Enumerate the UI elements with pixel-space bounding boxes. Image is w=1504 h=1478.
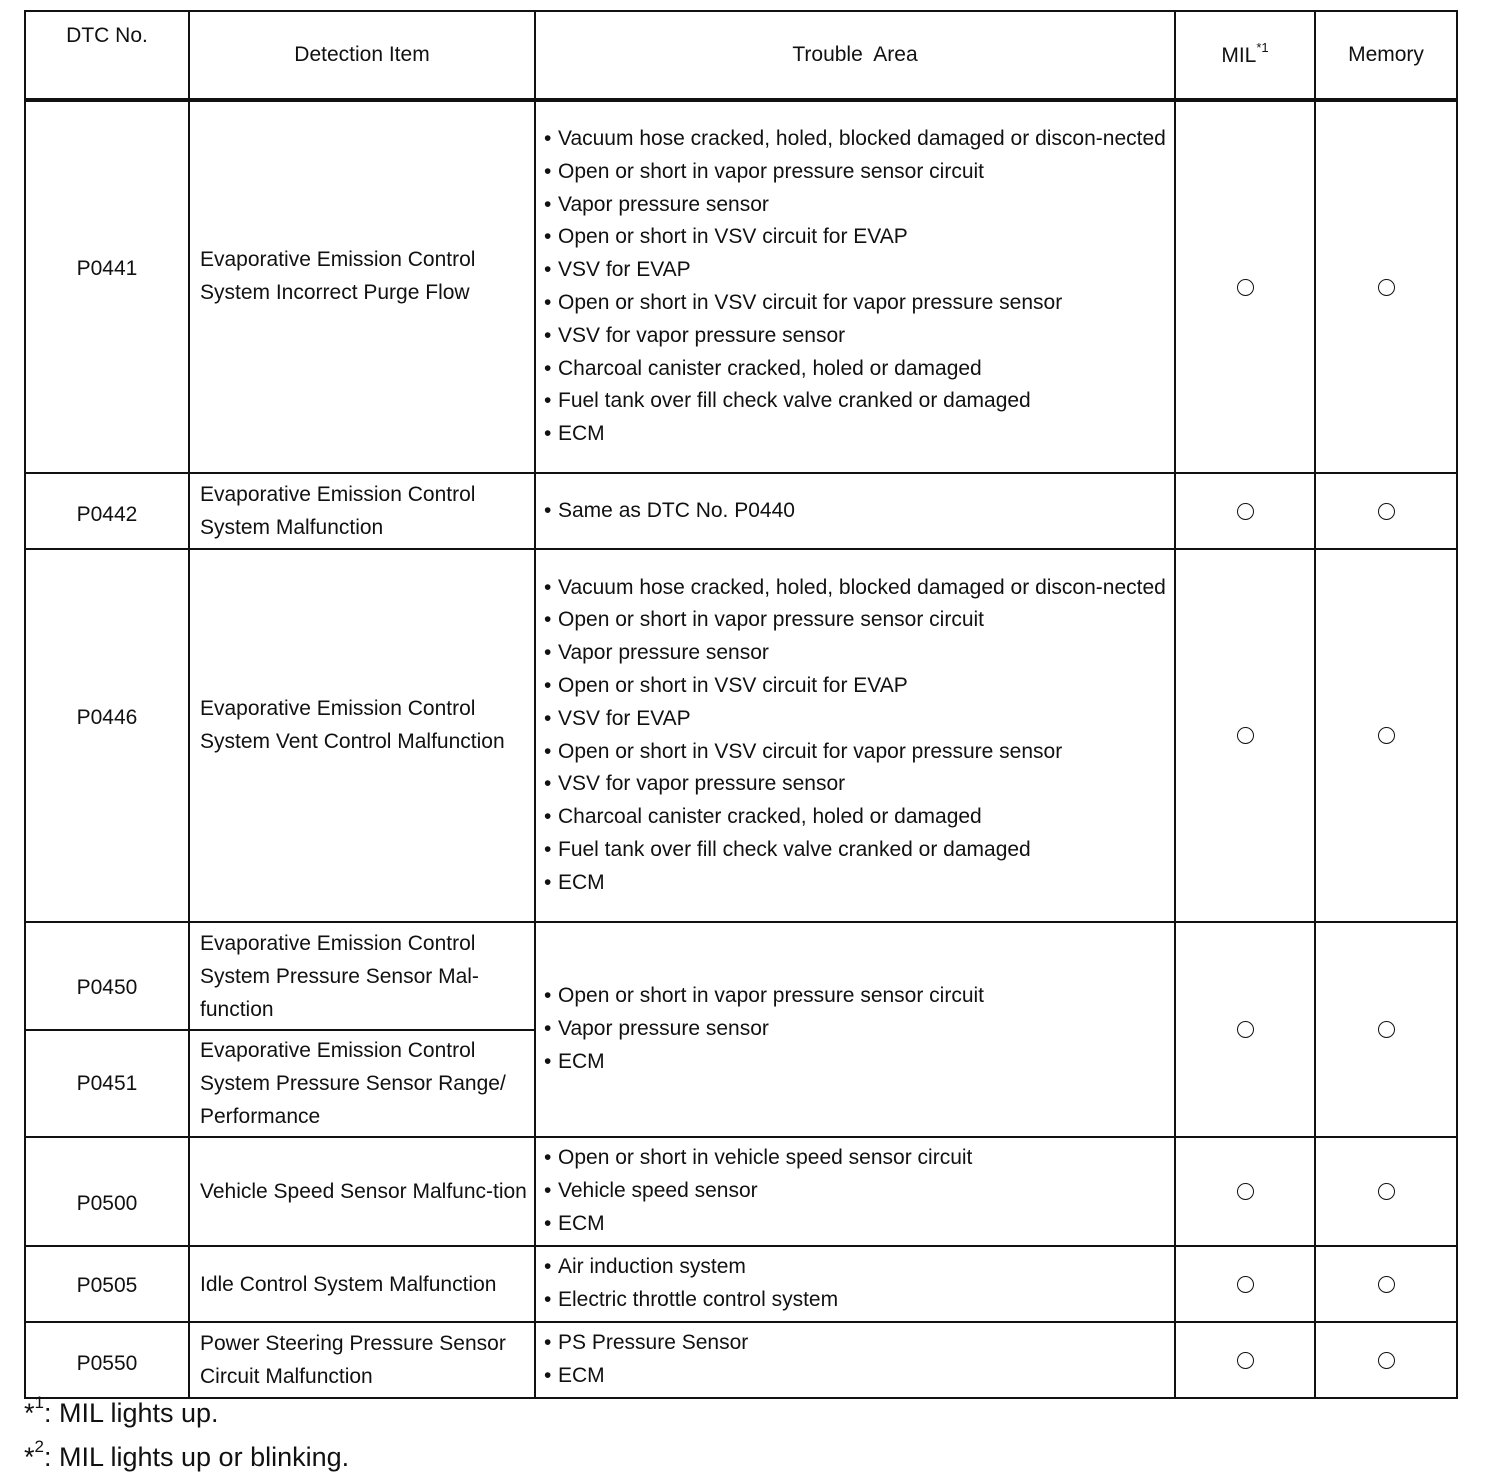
trouble-item: • Open or short in VSV circuit for vapor pressure sensor [544, 287, 1168, 320]
trouble-item: • Open or short in vehicle speed sensor circuit [544, 1142, 1168, 1175]
memory-cell [1315, 100, 1457, 473]
dtc-code-cell [25, 549, 189, 922]
header-mil-footnote-ref: *1 [1256, 40, 1269, 55]
detection-item-cell [189, 1246, 535, 1322]
trouble-item: • ECM [544, 1046, 1168, 1079]
mil-circle-icon [1237, 1183, 1254, 1200]
trouble-item: • VSV for vapor pressure sensor [544, 768, 1168, 801]
trouble-area-cell [535, 473, 1175, 549]
memory-cell [1315, 1246, 1457, 1322]
mil-cell [1175, 1322, 1315, 1398]
trouble-item: • Fuel tank over fill check valve cranked or damaged [544, 385, 1168, 418]
trouble-list [544, 1142, 1168, 1240]
trouble-item: • Vacuum hose cracked, holed, blocked damaged or discon-nected [544, 123, 1168, 156]
mil-cell [1175, 100, 1315, 473]
dtc-code: P0442 [76, 503, 138, 526]
trouble-item: • Open or short in vapor pressure sensor circuit [544, 980, 1168, 1013]
footnote-mark: * [24, 1398, 35, 1428]
detection-item-cell [189, 549, 535, 922]
trouble-item: • Vapor pressure sensor [544, 637, 1168, 670]
table-row [25, 100, 1457, 473]
dtc-code: P0550 [76, 1352, 138, 1375]
detection-item: Vehicle Speed Sensor Malfunc-tion [200, 1180, 527, 1203]
trouble-area-cell [535, 922, 1175, 1137]
detection-item-cell [189, 1137, 535, 1246]
trouble-item: • ECM [544, 1360, 1168, 1393]
trouble-item: • Open or short in VSV circuit for vapor pressure sensor [544, 736, 1168, 769]
dtc-code-cell [25, 1322, 189, 1398]
detection-item: Power Steering Pressure Sensor Circuit Malfunction [200, 1332, 506, 1388]
table-row [25, 1322, 1457, 1398]
footnote-number: 2 [34, 1437, 44, 1456]
trouble-item: • PS Pressure Sensor [544, 1327, 1168, 1360]
trouble-item: • Vapor pressure sensor [544, 1013, 1168, 1046]
header-mil-label: MIL [1221, 44, 1257, 67]
dtc-code: P0441 [76, 257, 138, 280]
mil-cell [1175, 473, 1315, 549]
footnotes [24, 1388, 349, 1476]
mil-circle-icon [1237, 1021, 1254, 1038]
dtc-code-cell [25, 922, 189, 1030]
footnote-mark: * [24, 1442, 35, 1472]
detection-item: Evaporative Emission Control System Pressure Sensor Mal-function [200, 931, 479, 1021]
footnote-number: 1 [34, 1393, 44, 1412]
detection-item-cell [189, 922, 535, 1030]
trouble-item: • VSV for EVAP [544, 703, 1168, 736]
trouble-list [544, 123, 1168, 451]
mil-cell [1175, 1137, 1315, 1246]
mil-circle-icon [1237, 1352, 1254, 1369]
header-memory: Memory [1315, 11, 1457, 100]
table-row [25, 1137, 1457, 1246]
trouble-item: • Electric throttle control system [544, 1284, 1168, 1317]
detection-item-cell [189, 473, 535, 549]
trouble-item: • Air induction system [544, 1251, 1168, 1284]
trouble-item: • Same as DTC No. P0440 [544, 495, 1168, 528]
trouble-item: • Open or short in VSV circuit for EVAP [544, 670, 1168, 703]
detection-item-cell [189, 1322, 535, 1398]
memory-circle-icon [1378, 279, 1395, 296]
trouble-item: • Open or short in vapor pressure sensor circuit [544, 156, 1168, 189]
trouble-area-cell [535, 549, 1175, 922]
mil-cell [1175, 922, 1315, 1137]
mil-circle-icon [1237, 727, 1254, 744]
mil-cell [1175, 549, 1315, 922]
dtc-code: P0500 [76, 1191, 138, 1215]
memory-circle-icon [1378, 1021, 1395, 1038]
header-dtc-no: DTC No. [25, 11, 189, 100]
trouble-item: • Fuel tank over fill check valve cranked or damaged [544, 834, 1168, 867]
trouble-list [544, 980, 1168, 1078]
memory-cell [1315, 1322, 1457, 1398]
mil-circle-icon [1237, 503, 1254, 520]
trouble-list [544, 1327, 1168, 1393]
detection-item: Evaporative Emission Control System Vent Control Malfunction [200, 696, 505, 753]
detection-item: Evaporative Emission Control System Incorrect Purge Flow [200, 248, 476, 304]
header-trouble-area: Trouble Area [535, 11, 1175, 100]
trouble-item: • Charcoal canister cracked, holed or damaged [544, 353, 1168, 386]
detection-item: Evaporative Emission Control System Pressure Sensor Range/ Performance [200, 1039, 506, 1128]
dtc-code-cell [25, 1030, 189, 1137]
memory-circle-icon [1378, 1352, 1395, 1369]
trouble-item: • ECM [544, 418, 1168, 451]
trouble-item: • Vehicle speed sensor [544, 1175, 1168, 1208]
table-row [25, 922, 1457, 1030]
dtc-code: P0446 [76, 705, 138, 729]
mil-circle-icon [1237, 279, 1254, 296]
trouble-item: • ECM [544, 1208, 1168, 1241]
detection-item-cell [189, 1030, 535, 1137]
dtc-code: P0505 [76, 1274, 138, 1297]
mil-cell [1175, 1246, 1315, 1322]
header-mil [1175, 11, 1315, 100]
trouble-area-cell [535, 1246, 1175, 1322]
trouble-item: • Charcoal canister cracked, holed or damaged [544, 801, 1168, 834]
table-row [25, 549, 1457, 922]
trouble-item: • ECM [544, 867, 1168, 900]
memory-cell [1315, 473, 1457, 549]
memory-circle-icon [1378, 727, 1395, 744]
trouble-area-cell [535, 100, 1175, 473]
trouble-item: • VSV for EVAP [544, 254, 1168, 287]
trouble-item: • Vacuum hose cracked, holed, blocked damaged or discon-nected [544, 572, 1168, 605]
memory-cell [1315, 1137, 1457, 1246]
memory-circle-icon [1378, 1276, 1395, 1293]
dtc-table [24, 10, 1458, 1399]
footnote-text: : MIL lights up or blinking. [43, 1442, 350, 1472]
memory-cell [1315, 922, 1457, 1137]
trouble-list [544, 1251, 1168, 1317]
footnote-1 [24, 1388, 349, 1432]
detection-item-cell [189, 100, 535, 473]
footnote-text: : MIL lights up. [43, 1398, 219, 1428]
dtc-code: P0451 [76, 1071, 138, 1095]
table-row [25, 1246, 1457, 1322]
table-row [25, 473, 1457, 549]
dtc-code-cell [25, 1246, 189, 1322]
dtc-code-cell [25, 100, 189, 473]
trouble-area-cell [535, 1322, 1175, 1398]
trouble-item: • Open or short in VSV circuit for EVAP [544, 221, 1168, 254]
dtc-code-cell [25, 473, 189, 549]
footnote-2 [24, 1432, 349, 1476]
mil-circle-icon [1237, 1276, 1254, 1293]
memory-cell [1315, 549, 1457, 922]
dtc-code: P0450 [76, 976, 138, 999]
memory-circle-icon [1378, 503, 1395, 520]
trouble-list [544, 495, 1168, 528]
dtc-code-cell [25, 1137, 189, 1246]
trouble-list [544, 572, 1168, 900]
table-header-row [25, 11, 1457, 100]
trouble-area-cell [535, 1137, 1175, 1246]
detection-item: Idle Control System Malfunction [200, 1272, 497, 1296]
memory-circle-icon [1378, 1183, 1395, 1200]
detection-item: Evaporative Emission Control System Malfunction [200, 483, 476, 539]
header-detection-item: Detection Item [189, 11, 535, 100]
trouble-item: • Open or short in vapor pressure sensor circuit [544, 604, 1168, 637]
trouble-item: • Vapor pressure sensor [544, 189, 1168, 222]
trouble-item: • VSV for vapor pressure sensor [544, 320, 1168, 353]
